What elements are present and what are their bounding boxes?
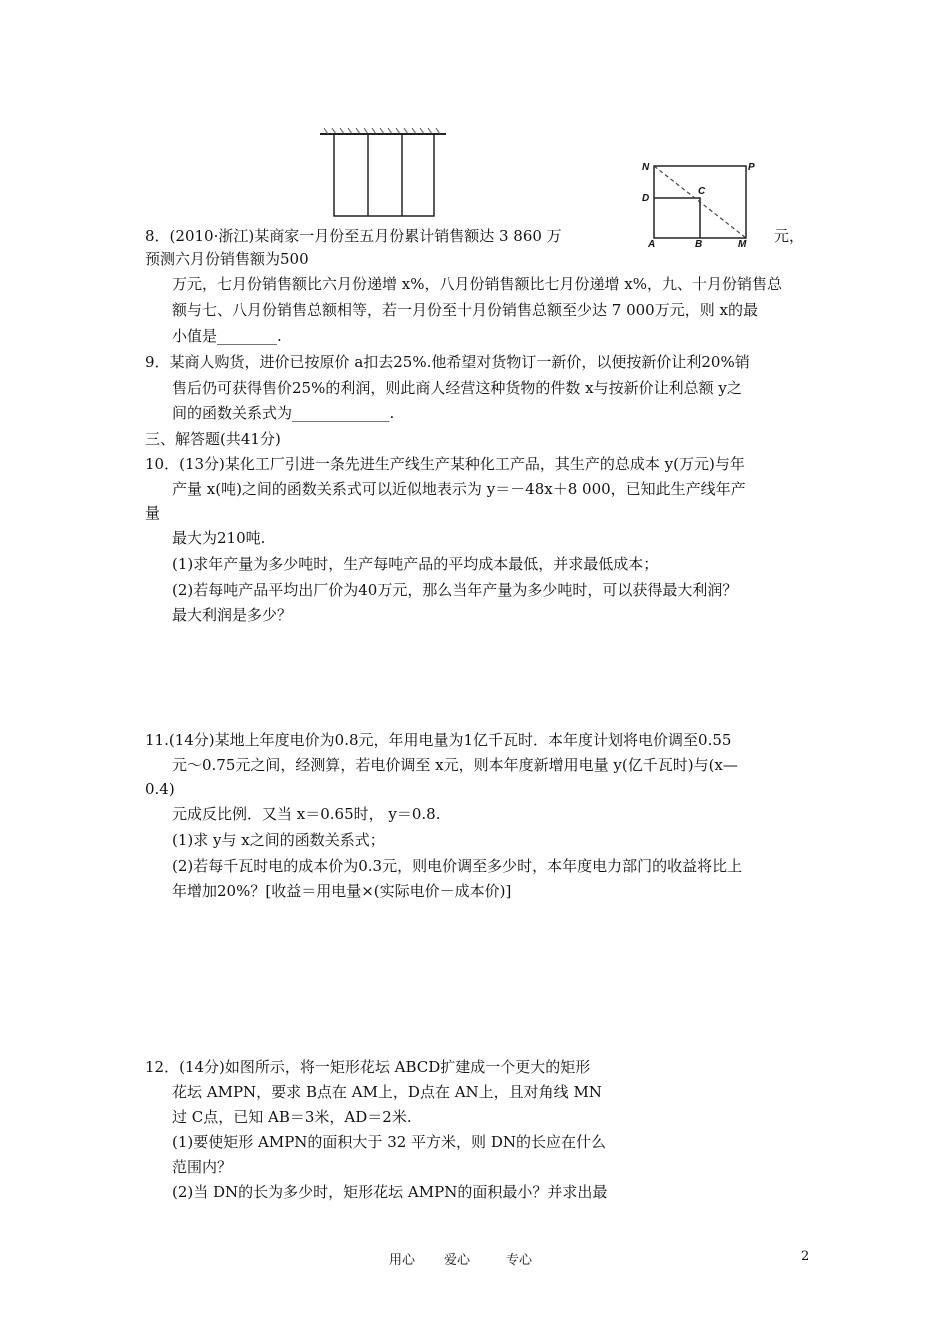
- q8-line-3: 万元，七月份销售额比六月份递增 x%，八月份销售额比七月份递增 x%，九、十月份销售总: [172, 275, 782, 293]
- q11-line-2: 元～0.75元之间，经测算，若电价调至 x元，则本年度新增用电量 y(亿千瓦时)与(x—: [172, 756, 738, 774]
- q10-line-4: 最大为210吨.: [172, 529, 266, 547]
- label-n: N: [642, 162, 650, 173]
- q12-line-3: 过 C点，已知 AB＝3米，AD＝2米.: [172, 1108, 412, 1126]
- q10-line-3: 量: [145, 504, 161, 522]
- q10-part-2: (2)若每吨产品平均出厂价为40万元，那么当年产量为多少吨时，可以获得最大利润？: [172, 581, 738, 599]
- footer-right: 专心: [506, 1253, 533, 1268]
- q11-part-2b: 年增加20%？[收益＝用电量×(实际电价－成本价)]: [172, 882, 512, 900]
- q12-part-1: (1)要使矩形 AMPN的面积大于 32 平方米，则 DN的长应在什么: [172, 1133, 606, 1151]
- q8-line-2: 预测六月份销售额为500: [145, 250, 309, 268]
- rectangle-ampn-figure: [640, 158, 760, 252]
- label-p: P: [748, 162, 755, 173]
- q9-line-2: 售后仍可获得售价25%的利润，则此商人经营这种货物的件数 x与按新价让利总额 y之: [172, 379, 742, 397]
- q9-line-3: 间的函数关系式为_____________.: [172, 404, 395, 422]
- q8-line-5: 小值是________.: [172, 327, 282, 345]
- q8-line-1-end: 元，: [774, 227, 805, 245]
- q10-line-1: 10．(13分)某化工厂引进一条先进生产线生产某种化工产品，其生产的总成本 y(万元)与年: [145, 455, 745, 473]
- page-number: 2: [801, 1249, 810, 1264]
- q12-part-2: (2)当 DN的长为多少时，矩形花坛 AMPN的面积最小？并求出最: [172, 1183, 608, 1201]
- footer-mid: 爱心: [444, 1253, 471, 1268]
- q9-line-1: 9．某商人购货，进价已按原价 a扣去25%.他希望对货物订一新价，以便按新价让利20%销: [145, 353, 750, 371]
- q8-line-4: 额与七、八月份销售总额相等，若一月份至十月份销售总额至少达 7 000万元，则 x的最: [172, 301, 758, 319]
- q12-part-1b: 范围内？: [172, 1158, 233, 1176]
- q8-line-1: 8．(2010·浙江)某商家一月份至五月份累计销售额达 3 860 万: [145, 227, 562, 245]
- section-heading: 三、解答题(共41分): [145, 430, 281, 448]
- label-d: D: [642, 193, 650, 204]
- label-a: A: [648, 239, 656, 248]
- q11-line-3: 0.4): [145, 780, 175, 798]
- footer-left: 用心: [389, 1253, 416, 1268]
- q11-line-1: 11.(14分)某地上年度电价为0.8元，年用电量为1亿千瓦时．本年度计划将电价调至0.55: [145, 731, 732, 749]
- hanging-rectangle-figure: [320, 128, 446, 224]
- q10-part-1: (1)求年产量为多少吨时，生产每吨产品的平均成本最低，并求最低成本；: [172, 555, 659, 573]
- label-b: B: [695, 239, 703, 248]
- q12-line-2: 花坛 AMPN，要求 B点在 AM上，D点在 AN上，且对角线 MN: [172, 1083, 602, 1101]
- label-c: C: [698, 186, 706, 197]
- q10-line-2: 产量 x(吨)之间的函数关系式可以近似地表示为 y＝－48x＋8 000，已知此生产线年产: [172, 480, 746, 498]
- q10-part-2b: 最大利润是多少？: [172, 606, 293, 624]
- q11-part-1: (1)求 y与 x之间的函数关系式；: [172, 831, 385, 849]
- q11-part-2: (2)若每千瓦时电的成本价为0.3元，则电价调至多少时，本年度电力部门的收益将比上: [172, 857, 743, 875]
- q12-line-1: 12．(14分)如图所示，将一矩形花坛 ABCD扩建成一个更大的矩形: [145, 1058, 591, 1076]
- q11-line-4: 元成反比例．又当 x＝0.65时， y＝0.8.: [172, 805, 441, 823]
- label-m: M: [738, 239, 747, 248]
